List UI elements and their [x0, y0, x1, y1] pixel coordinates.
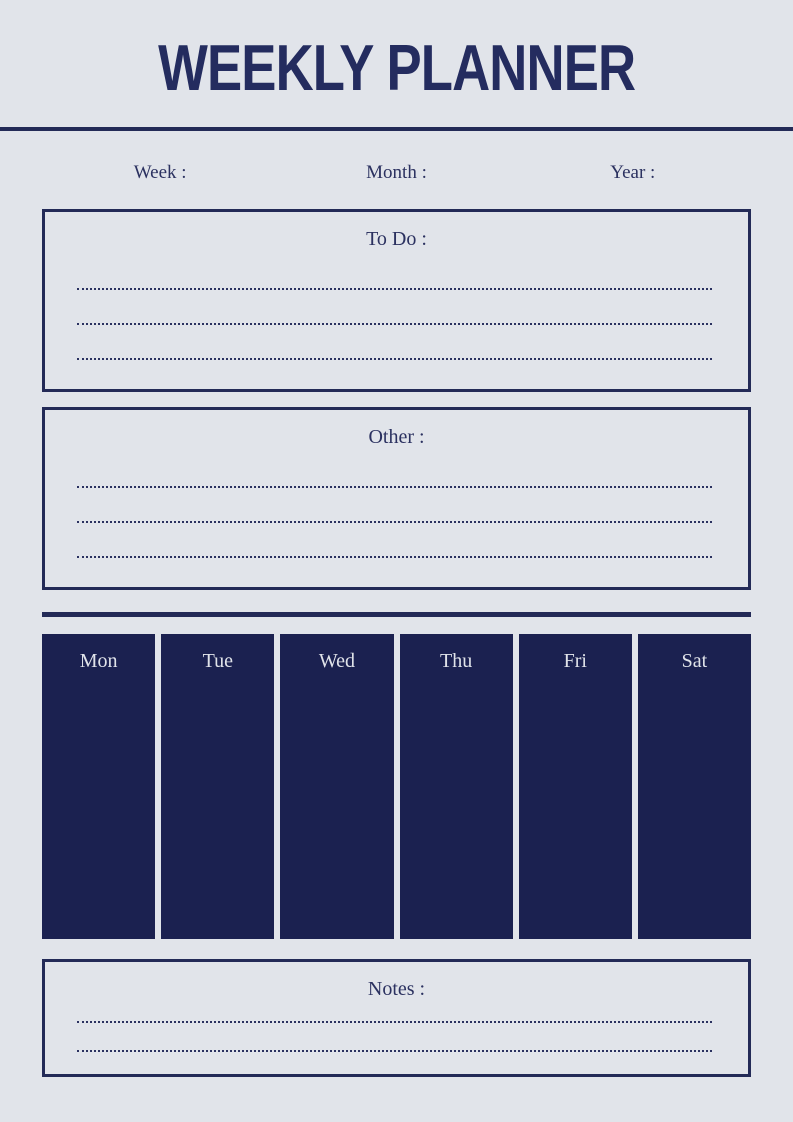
- week-day-columns: [42, 634, 751, 939]
- todo-writing-line: [77, 290, 712, 325]
- day-column-wed: [280, 634, 393, 939]
- notes-lines: [77, 1001, 712, 1052]
- month-field-label: Month :: [366, 162, 427, 183]
- notes-section-title: Notes :: [367, 978, 426, 1000]
- day-label: Thu: [439, 650, 473, 672]
- header-rule: [0, 127, 793, 131]
- todo-writing-line: [77, 251, 712, 290]
- header: [0, 0, 793, 127]
- page-title: WEEKLY PLANNER: [157, 32, 636, 105]
- notes-writing-line: [77, 1001, 712, 1023]
- day-column-tue: [161, 634, 274, 939]
- notes-section: [42, 959, 751, 1077]
- day-column-sat: [638, 634, 751, 939]
- planner-content: [42, 162, 751, 1077]
- notes-writing-line: [77, 1023, 712, 1052]
- day-label: Wed: [318, 650, 355, 672]
- todo-writing-line: [77, 325, 712, 360]
- other-section: [42, 407, 751, 590]
- day-column-mon: [42, 634, 155, 939]
- other-writing-line: [77, 488, 712, 523]
- other-lines: [77, 449, 712, 558]
- year-field-label: Year :: [610, 162, 656, 183]
- other-section-title: Other :: [368, 426, 425, 448]
- day-label: Sat: [681, 650, 708, 672]
- day-column-fri: [519, 634, 632, 939]
- day-label: Mon: [79, 650, 118, 672]
- section-divider: [42, 612, 751, 617]
- todo-section-title: To Do :: [366, 228, 427, 250]
- todo-lines: [77, 251, 712, 360]
- day-label: Tue: [202, 650, 233, 672]
- week-field-label: Week :: [133, 162, 187, 183]
- date-fields-row: [42, 162, 751, 184]
- day-column-thu: [400, 634, 513, 939]
- todo-section: [42, 209, 751, 392]
- other-writing-line: [77, 523, 712, 558]
- day-label: Fri: [563, 650, 587, 672]
- other-writing-line: [77, 449, 712, 488]
